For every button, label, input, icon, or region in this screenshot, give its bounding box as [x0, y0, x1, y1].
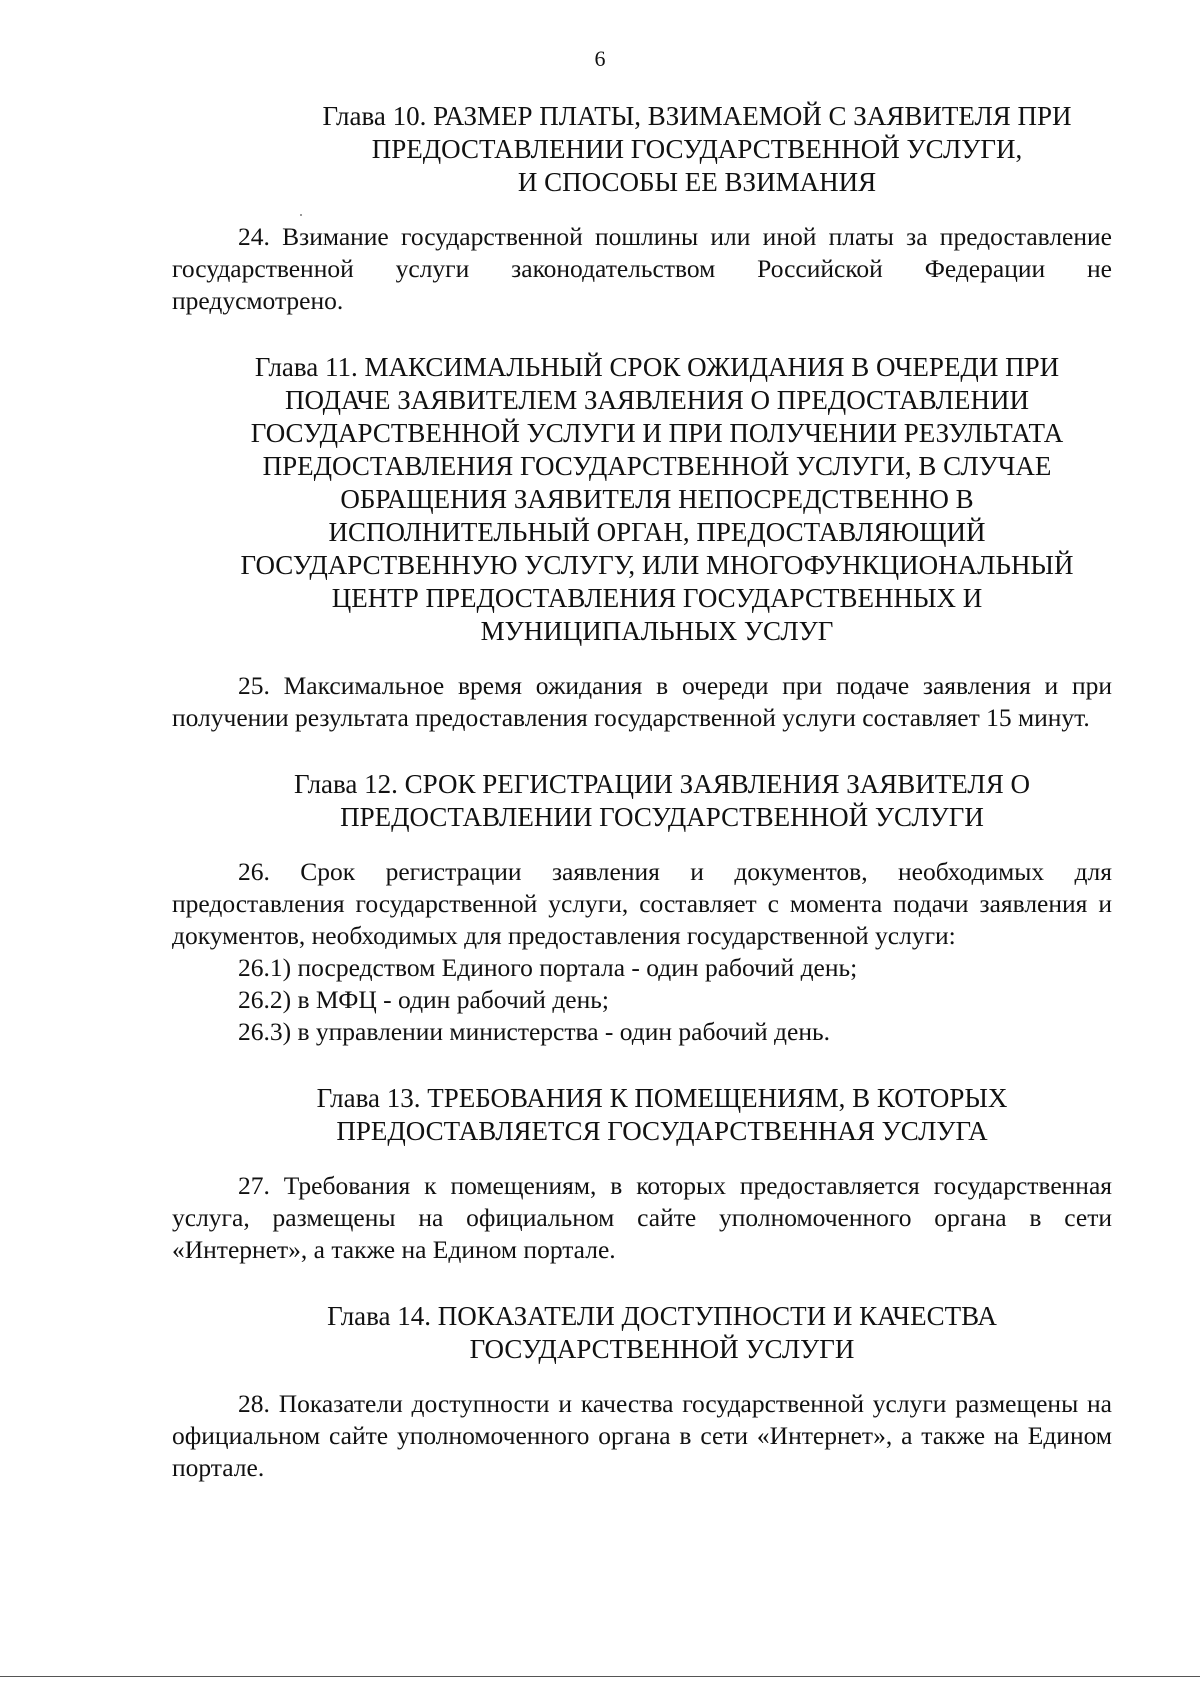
chapter-title: [212, 1300, 1112, 1366]
page-number: 6: [594, 46, 606, 71]
chapter-title: [212, 768, 1112, 834]
chapter-title-line: Глава 10. РАЗМЕР ПЛАТЫ, ВЗИМАЕМОЙ С ЗАЯВИТЕЛЯ ПРИ: [322, 101, 1072, 131]
chapter-title-line: Глава 13. ТРЕБОВАНИЯ К ПОМЕЩЕНИЯМ, В КОТОРЫХ: [316, 1083, 1008, 1113]
chapter-title: [202, 351, 1112, 648]
chapter-title-line: ГОСУДАРСТВЕННУЮ УСЛУГУ, ИЛИ МНОГОФУНКЦИОНАЛЬНЫЙ: [240, 550, 1074, 580]
chapter-title-line: ПРЕДОСТАВЛЕНИЯ ГОСУДАРСТВЕННОЙ УСЛУГИ, В СЛУЧАЕ: [262, 451, 1052, 481]
chapter-14: [172, 1300, 1112, 1484]
chapter-title-line: Глава 14. ПОКАЗАТЕЛИ ДОСТУПНОСТИ И КАЧЕСТВА: [327, 1301, 997, 1331]
paragraph-26: 26. Срок регистрации заявления и документов, необходимых для предоставления государственной услуги, составляет с момента подачи заявления и документов, необходимых для предоставления государственной услуги:: [172, 857, 1112, 950]
chapter-title-line: ПОДАЧЕ ЗАЯВИТЕЛЕМ ЗАЯВЛЕНИЯ О ПРЕДОСТАВЛЕНИИ: [284, 385, 1029, 415]
chapter-11: [172, 351, 1112, 734]
chapter-12: [172, 768, 1112, 1048]
chapter-title-line: ИСПОЛНИТЕЛЬНЫЙ ОРГАН, ПРЕДОСТАВЛЯЮЩИЙ: [328, 517, 986, 547]
chapter-title-line: ПРЕДОСТАВЛЯЕТСЯ ГОСУДАРСТВЕННАЯ УСЛУГА: [336, 1116, 988, 1146]
chapter-title-line: МУНИЦИПАЛЬНЫХ УСЛУГ: [480, 616, 834, 646]
chapter-title-line: ГОСУДАРСТВЕННОЙ УСЛУГИ: [469, 1334, 855, 1364]
chapter-title-line: Глава 12. СРОК РЕГИСТРАЦИИ ЗАЯВЛЕНИЯ ЗАЯВИТЕЛЯ О: [293, 769, 1030, 799]
chapter-title-line: ПРЕДОСТАВЛЕНИИ ГОСУДАРСТВЕННОЙ УСЛУГИ,: [371, 134, 1023, 164]
chapter-title: [212, 1082, 1112, 1148]
chapter-10: [172, 100, 1112, 317]
list-item-26-1: 26.1) посредством Единого портала - один рабочий день;: [238, 953, 858, 982]
chapter-title-line: ОБРАЩЕНИЯ ЗАЯВИТЕЛЯ НЕПОСРЕДСТВЕННО В: [340, 484, 974, 514]
list-item-26-2: 26.2) в МФЦ - один рабочий день;: [238, 985, 609, 1014]
chapter-title-line: ПРЕДОСТАВЛЕНИИ ГОСУДАРСТВЕННОЙ УСЛУГИ: [340, 802, 984, 832]
chapter-title-line: ЦЕНТР ПРЕДОСТАВЛЕНИЯ ГОСУДАРСТВЕННЫХ И: [331, 583, 983, 613]
bottom-divider: [0, 1676, 1200, 1677]
paragraph-28: 28. Показатели доступности и качества государственной услуги размещены на официальном сайте уполномоченного органа в сети «Интернет», а также на Едином портале.: [172, 1389, 1112, 1482]
chapter-title-line: И СПОСОБЫ ЕЕ ВЗИМАНИЯ: [517, 167, 877, 197]
chapter-title-line: Глава 11. МАКСИМАЛЬНЫЙ СРОК ОЖИДАНИЯ В ОЧЕРЕДИ ПРИ: [254, 352, 1060, 382]
document-body: [172, 100, 1112, 1518]
chapter-title: [282, 100, 1112, 199]
chapter-13: [172, 1082, 1112, 1266]
list-item-26-3: 26.3) в управлении министерства - один рабочий день.: [238, 1017, 830, 1046]
paragraph-27: 27. Требования к помещениям, в которых предоставляется государственная услуга, размещены на официальном сайте уполномоченного органа в сети «Интернет», а также на Едином портале.: [172, 1171, 1112, 1264]
paragraph-25: 25. Максимальное время ожидания в очереди при подаче заявления и при получении результата предоставления государственной услуги составляет 15 минут.: [172, 671, 1112, 732]
chapter-title-line: ГОСУДАРСТВЕННОЙ УСЛУГИ И ПРИ ПОЛУЧЕНИИ РЕЗУЛЬТАТА: [250, 418, 1064, 448]
paragraph-24: 24. Взимание государственной пошлины или иной платы за предоставление государственной услуги законодательством Российской Федерации не предусмотрено.: [172, 222, 1112, 315]
scan-artifact: [300, 214, 302, 216]
